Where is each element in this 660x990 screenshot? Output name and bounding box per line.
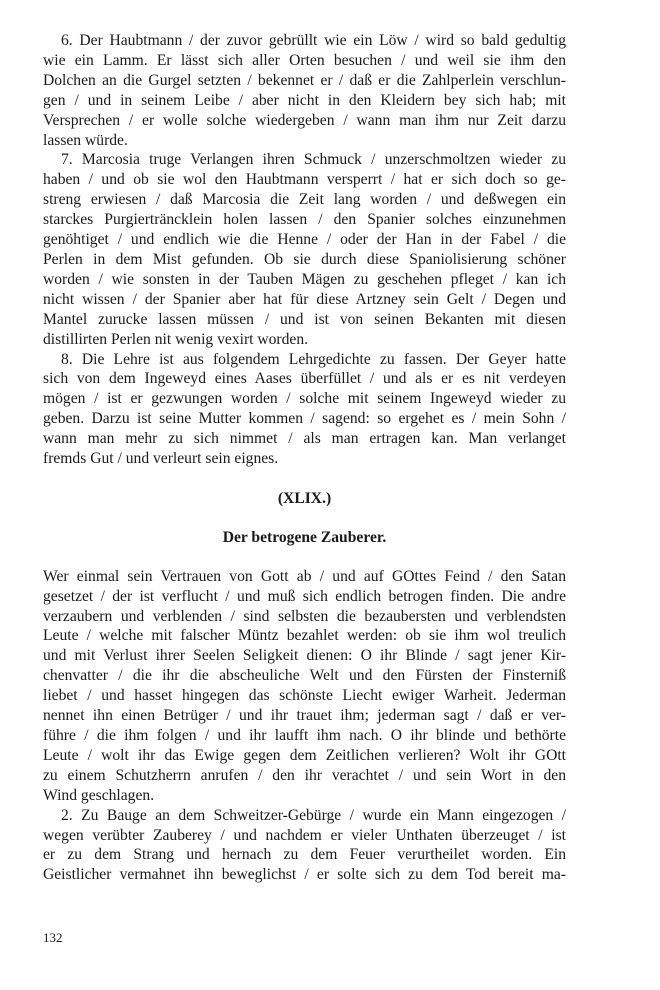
text-line: wegen verübter Zauberey / und nachdem er vieler Unthaten überzeuget / ist [43,826,566,844]
text-line: verzaubern und verblenden / sind selbsten die bezaubersten und verblendsten [43,607,566,625]
paragraph-para-8 [43,350,566,469]
text-line: und mit Verlust ihrer Seelen Seligkeit dienen: O ihr Blinde / sagt jener Kir- [43,647,566,665]
text-line: wann man mehr zu sich nimmet / als man ertragen kan. Man verlanget [43,430,566,448]
text-line: Leute / wolt ihr das Ewige gegen dem Zeitlichen verlieren? Wolt ihr GOtt [43,746,566,764]
text-line: nennet ihn einen Betrüger / und ihr trauet ihm; jederman sagt / daß er ver- [43,707,566,725]
text-line: genöhtiget / und endlich wie die Henne / oder der Han in der Fabel / die [43,231,566,249]
text-line: Geistlicher vermahnet ihn beweglichst / er solte sich zu dem Tod bereit ma- [43,866,566,884]
section-after [43,567,566,886]
text-line: Dolchen an die Gurgel setzten / bekennet er / daß er die Zahlperlein verschlun- [43,71,566,89]
text-line: streng erwiesen / daß Marcosia die Zeit lang worden / und deßwegen ein [43,191,566,209]
text-line: sich von dem Ingeweyd eines Aases überfüllet / und als er es nit verdeyen [43,370,566,388]
text-line: mögen / ist er gezwungen worden / solche mit seinem Ingeweyd wieder zu [43,390,566,408]
text-line: Mantel zurucke lassen müssen / und ist von seinen Bekanten mit diesen [43,310,566,328]
page-number: 132 [43,930,63,945]
text-line: 7. Marcosia truge Verlangen ihren Schmuck / unzerschmoltzen wieder zu [61,151,566,169]
text-line: 8. Die Lehre ist aus folgendem Lehrgedichte zu fassen. Der Geyer hatte [61,350,566,368]
paragraph-para-1 [43,567,566,806]
text-line: 2. Zu Bauge an dem Schweitzer-Gebürge / wurde ein Mann eingezogen / [61,806,566,824]
paragraph-para-7 [43,150,566,349]
text-line: gen / und in seinem Leibe / aber nicht in den Kleidern bey sich hab; mit [43,91,566,109]
text-line: geben. Darzu ist seine Mutter kommen / sagend: so ergehet es / mein Sohn / [43,410,566,428]
text-line: lassen würde. [43,131,128,149]
text-line: chenvatter / die ihr die abscheuliche Welt und den Fürsten der Finsterniß [43,667,566,685]
text-line: gesetzet / der ist verflucht / und muß sich endlich betrogen finden. Die andre [43,587,566,605]
section-before [43,31,566,469]
text-line: haben / und ob sie wol den Haubtmann versperrt / hat er sich doch so ge- [43,171,566,189]
text-line: starckes Purgierträncklein holen lassen / den Spanier solches einzunehmen [43,211,566,229]
text-line: nicht wissen / der Spanier aber hat für diese Artzney sein Gelt / Degen und [43,290,566,308]
text-line: führe / die ihm folgen / und ihr laufft ihm nach. O ihr blinde und bethörte [43,727,566,744]
text-line: fremds Gut / und verleurt sein eignes. [43,450,279,468]
text-line: distillirten Perlen nit wenig vexirt worden. [43,330,309,348]
text-line: er zu dem Strang und hernach zu dem Feuer verurtheilet worden. Ein [43,846,566,864]
text-line: Leute / welche mit falscher Müntz bezahlet werden: ob sie ihm wol treulich [43,627,566,645]
paragraph-para-6 [43,31,566,150]
text-line: zu einem Schutzherrn anrufen / den ihr verachtet / und sein Wort in den [43,766,566,784]
text-line: worden / wie sonsten in der Tauben Mägen zu geschehen pfleget / kan ich [43,270,566,288]
text-line: Wind geschlagen. [43,786,155,804]
text-line: Perlen in dem Mist gefunden. Ob sie durch diese Spaniolisierung schöner [43,250,566,268]
chapter-number: (XLIX.) [277,489,332,507]
page-body [43,31,566,885]
text-line: wie ein Lamm. Er lässt sich aller Orten besuchen / und weil sie ihm den [43,51,566,69]
text-line: Wer einmal sein Vertrauen von Gott ab / und auf GOttes Feind / den Satan [43,567,566,585]
text-line: Versprechen / er wolle solche wiedergeben / wann man ihm nur Zeit darzu [43,111,566,129]
text-line: liebet / und hasset hingegen das schönste Liecht ewiger Warheit. Jederman [43,687,566,705]
chapter-title: Der betrogene Zauberer. [222,528,387,546]
text-line: 6. Der Haubtmann / der zuvor gebrüllt wie ein Löw / wird so bald gedultig [61,32,566,49]
paragraph-para-2 [43,806,566,886]
